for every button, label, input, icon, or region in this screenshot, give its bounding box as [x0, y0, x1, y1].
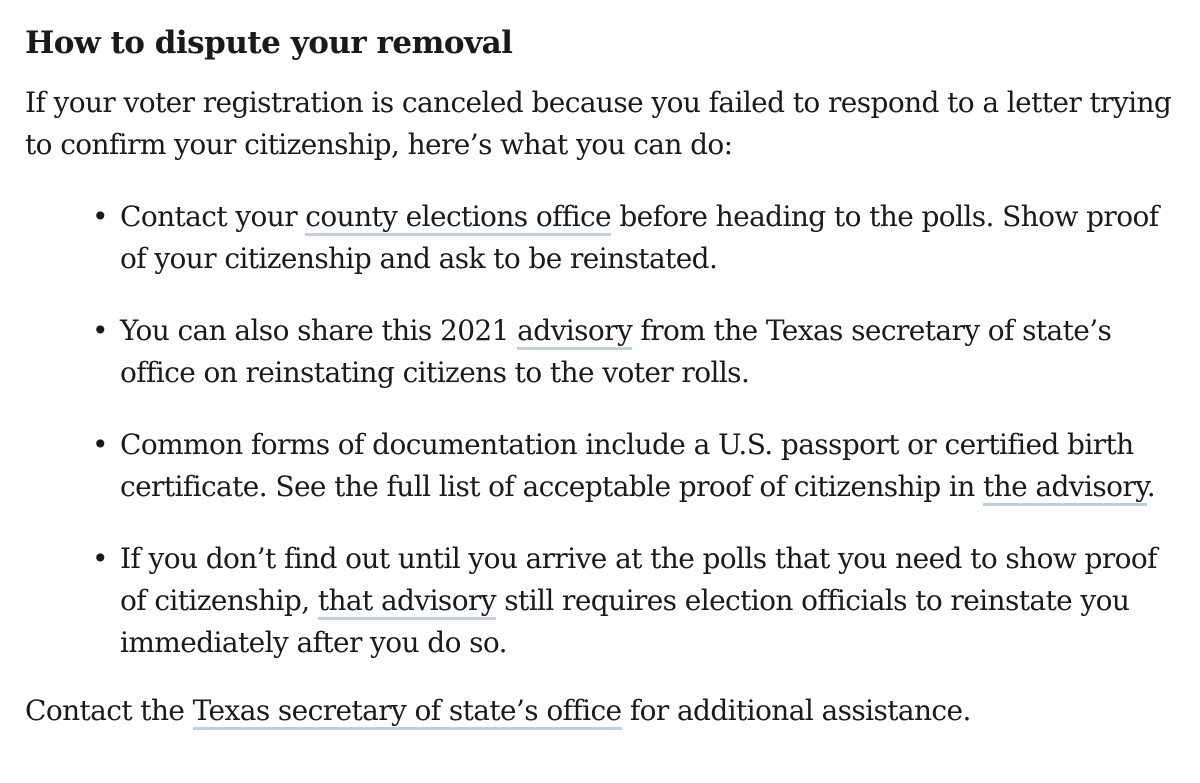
list-item-text-after: from the Texas secretary of state’s office on reinstating citizens to the voter rolls.	[120, 314, 1112, 389]
list-item	[92, 424, 1174, 508]
list-item	[92, 310, 1174, 394]
the-advisory-link[interactable]: the advisory	[983, 470, 1147, 506]
list-item-text-before: You can also share this 2021	[120, 314, 518, 347]
county-elections-office-link[interactable]: county elections office	[305, 200, 611, 236]
closing-text-before: Contact the	[25, 694, 193, 727]
closing-text-after: for additional assistance.	[621, 694, 971, 727]
list-item-text-before: Contact your	[120, 200, 306, 233]
list-item-text-after: .	[1146, 470, 1156, 503]
instructions-list	[25, 196, 1174, 664]
bullet-icon: •	[92, 314, 108, 347]
bullet-icon: •	[92, 200, 108, 233]
that-advisory-link[interactable]: that advisory	[318, 584, 496, 620]
texas-secretary-of-state-link[interactable]: Texas secretary of state’s office	[193, 694, 622, 730]
section-heading: How to dispute your removal	[25, 25, 513, 61]
bullet-icon: •	[92, 428, 108, 461]
advisory-link[interactable]: advisory	[517, 314, 632, 350]
list-item-text-before: Common forms of documentation include a U.S. passport or certified birth certificate. See the full list of acceptable proof of citizenship in	[120, 428, 1134, 503]
list-item	[92, 196, 1174, 280]
list-item-text-after: before heading to the polls. Show proof of your citizenship and ask to be reinstated.	[120, 200, 1159, 275]
list-item	[92, 538, 1174, 664]
list-item-text-after: still requires election officials to reinstate you immediately after you do so.	[120, 584, 1130, 659]
list-item-text-before: If you don’t find out until you arrive at the polls that you need to show proof of citizenship,	[120, 542, 1157, 617]
intro-paragraph: If your voter registration is canceled because you failed to respond to a letter trying to confirm your citizenship, here’s what you can do:	[25, 86, 1172, 161]
closing-paragraph	[25, 690, 1174, 732]
bullet-icon: •	[92, 542, 108, 575]
